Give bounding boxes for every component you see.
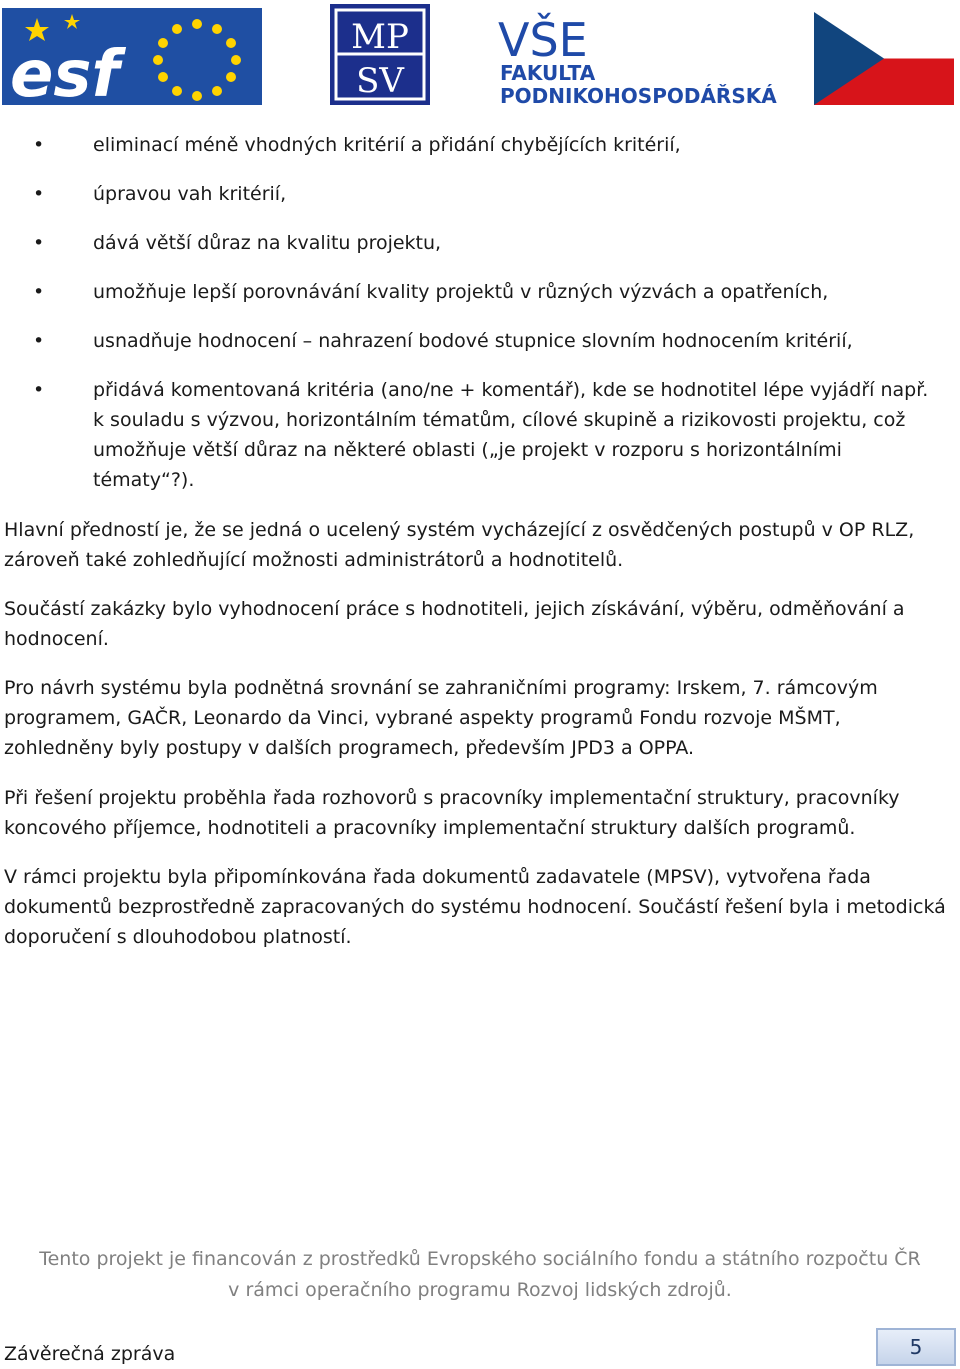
paragraph: Pro návrh systému byla podnětná srovnání se zahraničními programy: Irskem, 7. rámcovým programem, GAČR, Leonardo da Vinci, vybrané aspekty programů Fondu rozvoje MŠMT, zohledněny byly postupy v dalších programech, především JPD3 a OPPA. <box>4 677 878 759</box>
funding-note-line: v rámci operačního programu Rozvoj lidských zdrojů. <box>228 1279 732 1301</box>
paragraph: Hlavní předností je, že se jedná o ucelený systém vycházející z osvědčených postupů v OP RLZ, zároveň také zohledňující možnosti administrátorů a hodnotitelů. <box>4 519 915 571</box>
criteria-list <box>0 130 960 514</box>
paragraph: V rámci projektu byla připomínkována řada dokumentů zadavatele (MPSV), vytvořena řada dokumentů bezprostředně zapracovaných do systému hodnocení. Součástí řešení byla i metodická doporučení s dlouhodobou platností. <box>4 866 946 948</box>
svg-text:SV: SV <box>356 61 404 101</box>
list-item: • umožňuje lepší porovnávání kvality projektů v různých výzvách a opatřeních, <box>0 277 960 307</box>
list-item: • úpravou vah kritérií, <box>0 179 960 209</box>
svg-text:FAKULTA: FAKULTA <box>500 61 596 85</box>
paragraph: Součástí zakázky bylo vyhodnocení práce s hodnotiteli, jejich získávání, výběru, odměňování a hodnocení. <box>4 598 905 650</box>
svg-text:PODNIKOHOSPODÁŘSKÁ: PODNIKOHOSPODÁŘSKÁ <box>500 84 777 106</box>
svg-text:VŠE: VŠE <box>498 13 588 67</box>
esf-logo <box>2 8 262 105</box>
list-item: • dává větší důraz na kvalitu projektu, <box>0 228 960 258</box>
list-item: • přidává komentovaná kritéria (ano/ne + komentář), kde se hodnotitel lépe vyjádří např. k souladu s výzvou, horizontálním tématům, cílové skupině a rizikovosti projektu, což umožňuje větší důraz na některé oblasti („je projekt v rozporu s horizontálními tématy“?). <box>0 375 960 495</box>
funding-note <box>0 1244 960 1306</box>
document-title: Závěrečná zpráva <box>4 1343 176 1365</box>
list-item: • eliminací méně vhodných kritérií a přidání chybějících kritérií, <box>0 130 960 160</box>
page-number: 5 <box>876 1328 956 1366</box>
vse-logo <box>498 8 788 106</box>
svg-text:MP: MP <box>351 17 409 57</box>
funding-note-line: Tento projekt je financován z prostředků Evropského sociálního fondu a státního rozpočtu ČR <box>39 1248 921 1270</box>
mpsv-logo <box>330 4 430 105</box>
list-item: • usnadňuje hodnocení – nahrazení bodové stupnice slovním hodnocením kritérií, <box>0 326 960 356</box>
paragraph: Při řešení projektu proběhla řada rozhovorů s pracovníky implementační struktury, pracovníky koncového příjemce, hodnotiteli a pracovníky implementační struktury dalších programů. <box>4 787 900 839</box>
svg-text:esf: esf <box>10 38 120 105</box>
czech-flag-logo <box>814 12 954 105</box>
